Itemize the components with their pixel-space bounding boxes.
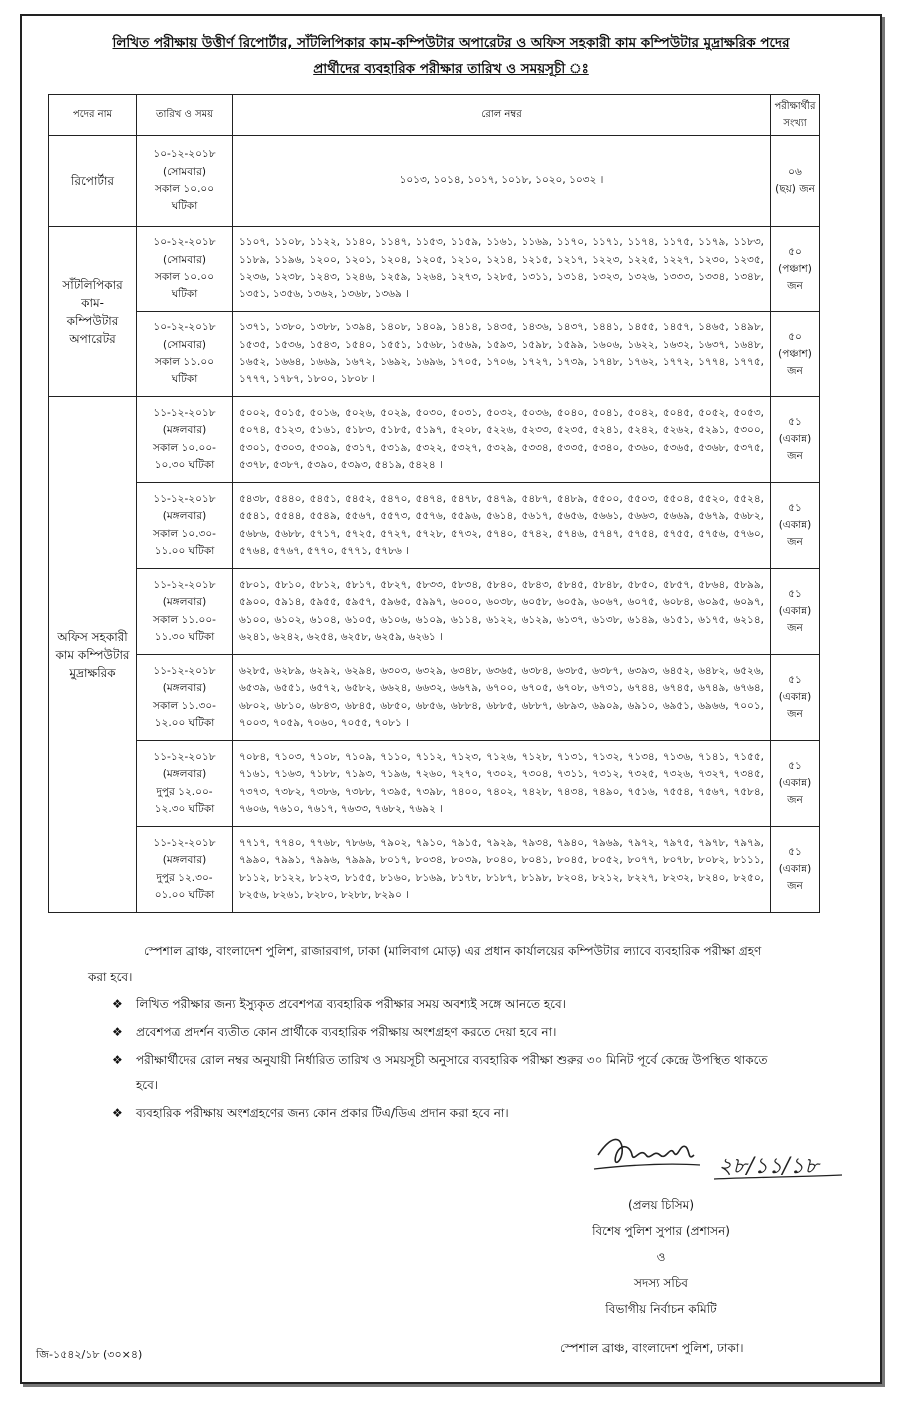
time: সকাল ১০.৩০- xyxy=(153,527,216,540)
datetime-cell xyxy=(137,655,233,741)
time: দুপুর ১২.৩০- xyxy=(156,871,213,884)
post-name-reporter: রিপোর্টার xyxy=(49,136,137,227)
table-row xyxy=(49,827,820,913)
count-word: (পঞ্চাশ) জন xyxy=(778,347,812,377)
datetime-cell xyxy=(137,483,233,569)
time-unit: ১২.৩০ ঘটিকা xyxy=(154,802,215,815)
time: সকাল ১০.০০- xyxy=(153,441,216,454)
day: (সোমবার) xyxy=(163,165,206,178)
document-title xyxy=(40,30,862,82)
day: (মঙ্গলবার) xyxy=(162,854,207,867)
date: ১১-১২-২০১৮ xyxy=(153,406,216,419)
time-unit: ০১.০০ ঘটিকা xyxy=(154,888,215,901)
bullet-icon: ❖ xyxy=(112,1106,123,1120)
day: (মঙ্গলবার) xyxy=(162,510,207,523)
time-unit: ঘটিকা xyxy=(171,288,198,301)
roll-numbers: ১০১৩, ১০১৪, ১০১৭, ১০১৮, ১০২০, ১০৩২ । xyxy=(233,136,771,227)
time: সকাল ১১.০০- xyxy=(153,613,216,626)
header-datetime: তারিখ ও সময় xyxy=(137,95,233,136)
day: (মঙ্গলবার) xyxy=(162,768,207,781)
count-number: ৫১ xyxy=(788,760,802,772)
office-address: স্পেশাল ব্রাঞ্চ, বাংলাদেশ পুলিশ, ঢাকা। xyxy=(560,1341,744,1355)
post-name-office: অফিস সহকারী কাম কম্পিউটার মুদ্রাক্ষরিক xyxy=(49,397,137,913)
candidate-count xyxy=(771,397,820,483)
date: ১১-১২-২০১৮ xyxy=(153,836,216,849)
time: দুপুর ১২.০০- xyxy=(156,785,213,798)
signatory-name: (প্রলয় চিসিম) xyxy=(627,1198,695,1212)
exam-venue-paragraph: স্পেশাল ব্রাঞ্চ, বাংলাদেশ পুলিশ, রাজারবাগ, ঢাকা (মালিবাগ মোড়) এর প্রধান কার্যালয়ের কম্পিউটার ল্যাবে ব্যবহারিক পরীক্ষা গ্রহণ করা হবে। xyxy=(88,944,762,984)
note-text: পরীক্ষার্থীদের রোল নম্বর অনুযায়ী নির্ধারিত তারিখ ও সময়সূচী অনুসারে ব্যবহারিক পরীক্ষা শুরুর ৩০ মিনিট পূর্বে কেন্দ্রে উপস্থিত থাকতে হবে। xyxy=(136,1053,768,1092)
datetime-cell xyxy=(137,569,233,655)
post-name-steno: সাঁটলিপিকার কাম- কম্পিউটার অপারেটর xyxy=(49,227,137,397)
roll-numbers: ১১০৭, ১১০৮, ১১২২, ১১৪০, ১১৪৭, ১১৫৩, ১১৫৯, ১১৬১, ১১৬৯, ১১৭০, ১১৭১, ১১৭৪, ১১৭৫, ১১৭৯, ১১৮৩, ১১৮৯, ১১৯৬, ১২০০, ১২০১, ১২০৪, ১২০৫, ১২১০, ১২১৪, ১২১৫, ১২১৭, ১২২৩, ১২২৫, ১২২৭, ১২৩০, ১২৩৫, ১২৩৬, ১২৩৮, ১২৪৩, ১২৪৬, ১২৫৯, ১২৬৪, ১২৭৩, ১২৮৫, ১৩১১, ১৩১৪, ১৩২৩, ১৩২৬, ১৩৩৩, ১৩৩৪, ১৩৪৮, ১৩৫১, ১৩৫৬, ১৩৬২, ১৩৬৮, ১৩৬৯ । xyxy=(233,227,771,312)
table-row xyxy=(49,397,820,483)
time-unit: ১১.০০ ঘটিকা xyxy=(154,544,215,557)
signatory-role: সদস্য সচিব xyxy=(634,1276,688,1290)
committee-name: বিভাগীয় নির্বাচন কমিটি xyxy=(605,1302,717,1316)
title-line-2: প্রার্থীদের ব্যবহারিক পরীক্ষার তারিখ ও সময়সূচী ঃ xyxy=(313,61,589,77)
header-roll: রোল নম্বর xyxy=(233,95,771,136)
note-text: লিখিত পরীক্ষার জন্য ইস্যুকৃত প্রবেশপত্র ব্যবহারিক পরীক্ষার সময় অবশ্যই সঙ্গে আনতে হবে। xyxy=(136,997,566,1011)
day: (মঙ্গলবার) xyxy=(162,424,207,437)
count-word: (ছয়) জন xyxy=(775,183,815,195)
instructions-list xyxy=(112,992,784,1129)
title-line-1: লিখিত পরীক্ষায় উত্তীর্ণ রিপোর্টার, সাঁটলিপিকার কাম-কম্পিউটার অপারেটর ও অফিস সহকারী কাম কম্পিউটার মুদ্রাক্ষরিক পদের xyxy=(112,35,790,51)
time-unit: ১১.৩০ ঘটিকা xyxy=(154,630,215,643)
signatory-block xyxy=(556,1192,766,1322)
roll-numbers: ৭৭১৭, ৭৭৪০, ৭৭৬৮, ৭৮৬৬, ৭৯০২, ৭৯১০, ৭৯১৫, ৭৯২৯, ৭৯৩৪, ৭৯৪০, ৭৯৬৯, ৭৯৭২, ৭৯৭৫, ৭৯৭৮, ৭৯৭৯, ৭৯৯০, ৭৯৯১, ৭৯৯৬, ৭৯৯৯, ৮০১৭, ৮০৩৪, ৮০৩৯, ৮০৪০, ৮০৪১, ৮০৪৫, ৮০৫২, ৮০৭৭, ৮০৭৮, ৮০৮২, ৮১১১, ৮১১২, ৮১২২, ৮১২৩, ৮১৫৫, ৮১৬০, ৮১৬৯, ৮১৭৮, ৮১৮৭, ৮১৯৮, ৮২০৪, ৮২১২, ৮২২৭, ৮২৩২, ৮২৪০, ৮২৫০, ৮২৫৬, ৮২৬১, ৮২৮০, ৮২৮৮, ৮২৯০ । xyxy=(233,827,771,913)
datetime-cell xyxy=(137,227,233,312)
list-item xyxy=(112,1101,784,1126)
count-number: ৫১ xyxy=(788,416,802,428)
count-word: (একান্ন) জন xyxy=(778,519,812,548)
date: ১১-১২-২০১৮ xyxy=(153,664,216,677)
candidate-count xyxy=(771,655,820,741)
roll-numbers: ১৩৭১, ১৩৮০, ১৩৮৮, ১৩৯৪, ১৪০৮, ১৪০৯, ১৪১৪, ১৪৩৫, ১৪৩৬, ১৪৩৭, ১৪৪১, ১৪৫৫, ১৪৫৭, ১৪৬৫, ১৪৯৮, ১৫৩৫, ১৫৩৬, ১৫৪৩, ১৫৪০, ১৫৫১, ১৫৬৮, ১৫৬৯, ১৫৯৩, ১৫৯৮, ১৫৯৯, ১৬০৬, ১৬২২, ১৬৩২, ১৬৩৭, ১৬৪৮, ১৬৫২, ১৬৬৪, ১৬৬৯, ১৬৭২, ১৬৯২, ১৬৯৬, ১৭০৫, ১৭০৬, ১৭২৭, ১৭৩৯, ১৭৪৮, ১৭৬২, ১৭৭২, ১৭৭৪, ১৭৭৫, ১৭৭৭, ১৭৮৭, ১৮০০, ১৮০৮ । xyxy=(233,312,771,397)
count-number: ৫১ xyxy=(788,502,802,514)
header-count: পরীক্ষার্থীর সংখ্যা xyxy=(771,95,820,136)
candidate-count xyxy=(771,741,820,827)
time-unit: ঘটিকা xyxy=(171,373,198,386)
roll-numbers: ৫৪৩৮, ৫৪৪০, ৫৪৫১, ৫৪৫২, ৫৪৭০, ৫৪৭৪, ৫৪৭৮, ৫৪৭৯, ৫৪৮৭, ৫৪৮৯, ৫৫০০, ৫৫০৩, ৫৫০৪, ৫৫২০, ৫৫২৪, ৫৫৪১, ৫৫৪৪, ৫৫৪৯, ৫৫৬৭, ৫৫৭৩, ৫৫৭৬, ৫৫৯৬, ৫৬১৪, ৫৬১৭, ৫৬৫৬, ৫৬৬১, ৫৬৬৩, ৫৬৬৯, ৫৬৭৯, ৫৬৮২, ৫৬৮৬, ৫৬৮৮, ৫৭১৭, ৫৭২৫, ৫৭২৭, ৫৭২৮, ৫৭৩২, ৫৭৪০, ৫৭৪২, ৫৭৪৬, ৫৭৪৭, ৫৭৫৪, ৫৭৫৫, ৫৭৫৬, ৫৭৬০, ৫৭৬৪, ৫৭৬৭, ৫৭৭০, ৫৭৭১, ৫৭৮৬ । xyxy=(233,483,771,569)
table-row xyxy=(49,312,820,397)
candidate-count xyxy=(771,136,820,227)
table-row xyxy=(49,569,820,655)
table-row xyxy=(49,655,820,741)
day: (সোমবার) xyxy=(163,338,206,351)
note-text: প্রবেশপত্র প্রদর্শন ব্যতীত কোন প্রার্থীকে ব্যবহারিক পরীক্ষায় অংশগ্রহণ করতে দেয়া হবে না। xyxy=(136,1025,557,1039)
count-word: (একান্ন) জন xyxy=(778,433,812,462)
table-row xyxy=(49,227,820,312)
memo-number: জি-১৫৪২/১৮ (৩০×৪) xyxy=(36,1348,143,1361)
datetime-cell xyxy=(137,312,233,397)
date: ১১-১২-২০১৮ xyxy=(153,578,216,591)
time: সকাল ১০.০০ xyxy=(154,183,215,195)
roll-numbers: ৫০০২, ৫০১৫, ৫০১৬, ৫০২৬, ৫০২৯, ৫০৩০, ৫০৩১, ৫০৩২, ৫০৩৬, ৫০৪০, ৫০৪১, ৫০৪২, ৫০৪৫, ৫০৫২, ৫০৫৩, ৫০৭৪, ৫১২৩, ৫১৬১, ৫১৮৩, ৫১৮৫, ৫১৯৭, ৫২০৮, ৫২২৬, ৫২৩৩, ৫২৩৫, ৫২৪১, ৫২৪২, ৫২৬২, ৫২৯১, ৫৩০০, ৫৩০১, ৫৩০৩, ৫৩০৯, ৫৩১৭, ৫৩১৯, ৫৩২২, ৫৩২৭, ৫৩২৯, ৫৩৩৪, ৫৩৩৫, ৫৩৪০, ৫৩৬০, ৫৩৬৫, ৫৩৬৮, ৫৩৭৫, ৫৩৭৮, ৫৩৮৭, ৫৩৯০, ৫৩৯৩, ৫৪১৯, ৫৪২৪ । xyxy=(233,397,771,483)
list-item xyxy=(112,1020,784,1045)
day: (সোমবার) xyxy=(163,253,206,266)
datetime-cell xyxy=(137,827,233,913)
handwritten-signature xyxy=(590,1125,850,1185)
candidate-count xyxy=(771,312,820,397)
candidate-count xyxy=(771,569,820,655)
list-item xyxy=(112,1048,784,1098)
signatory-title: বিশেষ পুলিশ সুপার (প্রশাসন) xyxy=(592,1224,730,1238)
note-text: ব্যবহারিক পরীক্ষায় অংশগ্রহণের জন্য কোন প্রকার টিএ/ডিএ প্রদান করা হবে না। xyxy=(136,1106,509,1120)
count-word: (পঞ্চাশ) জন xyxy=(778,262,812,292)
count-number: ৫১ xyxy=(788,846,802,858)
header-post: পদের নাম xyxy=(49,95,137,136)
roll-numbers: ৭০৮৪, ৭১০৩, ৭১০৮, ৭১০৯, ৭১১০, ৭১১২, ৭১২৩, ৭১২৬, ৭১২৮, ৭১৩১, ৭১৩২, ৭১৩৪, ৭১৩৬, ৭১৪১, ৭১৫৫, ৭১৬১, ৭১৬৩, ৭১৮৮, ৭১৯৩, ৭১৯৬, ৭২৬০, ৭২৭০, ৭৩০২, ৭৩০৪, ৭৩১১, ৭৩১২, ৭৩২৫, ৭৩২৬, ৭৩২৭, ৭৩৪৫, ৭৩৭৩, ৭৩৮২, ৭৩৮৬, ৭৩৮৮, ৭৩৯৫, ৭৩৯৮, ৭৪০০, ৭৪০২, ৭৪২৮, ৭৪৩৪, ৭৪৯০, ৭৫১৬, ৭৫৫৪, ৭৫৬৭, ৭৫৮৪, ৭৬০৬, ৭৬১০, ৭৬১৭, ৭৬৩৩, ৭৬৮২, ৭৬৯২ । xyxy=(233,741,771,827)
time: সকাল ১১.০০ xyxy=(154,356,215,368)
time-unit: ১২.০০ ঘটিকা xyxy=(154,716,215,729)
date: ১০-১২-২০১৮ xyxy=(153,321,216,334)
time-unit: ১০.৩০ ঘটিকা xyxy=(154,458,215,471)
date: ১১-১২-২০১৮ xyxy=(153,492,216,505)
bullet-icon: ❖ xyxy=(112,997,123,1011)
count-number: ৫১ xyxy=(788,674,802,686)
count-number: ৫০ xyxy=(788,330,802,343)
list-item xyxy=(112,992,784,1017)
schedule-table xyxy=(48,94,820,913)
count-word: (একান্ন) জন xyxy=(778,863,812,892)
day: (মঙ্গলবার) xyxy=(162,682,207,695)
table-row xyxy=(49,136,820,227)
candidate-count xyxy=(771,827,820,913)
roll-numbers: ৬২৮৫, ৬২৮৯, ৬২৯২, ৬২৯৪, ৬৩০৩, ৬৩২৯, ৬৩৪৮, ৬৩৬৫, ৬৩৮৪, ৬৩৮৫, ৬৩৮৭, ৬৩৯৩, ৬৪৫২, ৬৪৮২, ৬৫২৬, ৬৫৩৯, ৬৫৫১, ৬৫৭২, ৬৫৮২, ৬৬২৪, ৬৬৩২, ৬৬৭৯, ৬৭০০, ৬৭০৫, ৬৭০৮, ৬৭৩১, ৬৭৪৪, ৬৭৪৫, ৬৭৪৯, ৬৭৬৪, ৬৮০২, ৬৮১০, ৬৮৪৩, ৬৮৪৫, ৬৮৫০, ৬৮৫৬, ৬৮৮৪, ৬৮৮৫, ৬৮৮৭, ৬৮৯৩, ৬৯০৯, ৬৯১০, ৬৯৫১, ৬৯৬৬, ৭০০১, ৭০০৩, ৭০৫৯, ৭০৬০, ৭০৫৫, ৭০৮১ । xyxy=(233,655,771,741)
date: ১০-১২-২০১৮ xyxy=(153,148,216,161)
count-number: ৫০ xyxy=(788,245,802,258)
date: ১১-১২-২০১৮ xyxy=(153,750,216,763)
datetime-cell xyxy=(137,136,233,227)
datetime-cell xyxy=(137,741,233,827)
time-unit: ঘটিকা xyxy=(171,200,198,213)
count-number: ৫১ xyxy=(788,588,802,600)
roll-numbers: ৫৮০১, ৫৮১০, ৫৮১২, ৫৮১৭, ৫৮২৭, ৫৮৩৩, ৫৮৩৪, ৫৮৪০, ৫৮৪৩, ৫৮৪৫, ৫৮৪৮, ৫৮৫০, ৫৮৫৭, ৫৮৬৪, ৫৮৯৯, ৫৯০০, ৫৯১৪, ৫৯৫৫, ৫৯৫৭, ৫৯৬৫, ৫৯৯৭, ৬০০০, ৬০৩৮, ৬০৫৮, ৬০৫৯, ৬০৬৭, ৬০৭৫, ৬০৮৪, ৬০৯৫, ৬০৯৭, ৬১০০, ৬১০২, ৬১০৪, ৬১০৫, ৬১০৬, ৬১০৯, ৬১১৪, ৬১২২, ৬১২৯, ৬১৩৭, ৬১৩৮, ৬১৪৯, ৬১৫১, ৬১৭৫, ৬২১৪, ৬২৪১, ৬২৪২, ৬২৫৪, ৬২৫৮, ৬২৫৯, ৬২৬১ । xyxy=(233,569,771,655)
time: সকাল ১০.০০ xyxy=(154,271,215,283)
time: সকাল ১১.৩০- xyxy=(153,699,216,712)
count-word: (একান্ন) জন xyxy=(778,605,812,634)
table-row xyxy=(49,741,820,827)
date: ১০-১২-২০১৮ xyxy=(153,236,216,249)
conjunction: ও xyxy=(656,1250,666,1264)
table-row xyxy=(49,483,820,569)
bullet-icon: ❖ xyxy=(112,1025,123,1039)
candidate-count xyxy=(771,227,820,312)
count-number: ০৬ xyxy=(788,166,802,178)
count-word: (একান্ন) জন xyxy=(778,777,812,806)
candidate-count xyxy=(771,483,820,569)
day: (মঙ্গলবার) xyxy=(162,596,207,609)
count-word: (একান্ন) জন xyxy=(778,691,812,720)
bullet-icon: ❖ xyxy=(112,1053,123,1067)
signature-date: ২৮/১১/১৮ xyxy=(718,1154,819,1179)
datetime-cell xyxy=(137,397,233,483)
